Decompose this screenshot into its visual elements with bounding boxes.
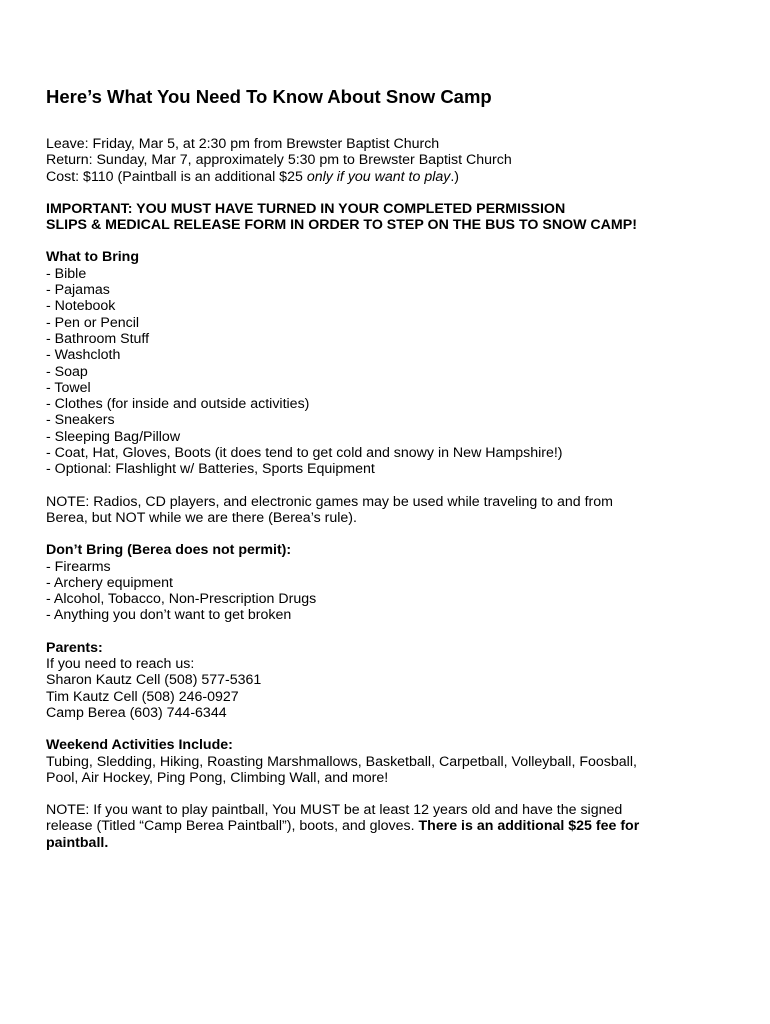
note-paintball-line-2 [46,818,740,834]
return-line: Return: Sunday, Mar 7, approximately 5:30 pm to Brewster Baptist Church [46,152,512,169]
contact-line: Camp Berea (603) 744-6344 [46,704,227,721]
cost-text: Cost: $110 (Paintball is an additional $25 [46,168,307,185]
page-title: Here’s What You Need To Know About Snow Camp [46,86,492,107]
what-to-bring-list [46,266,740,478]
list-item: - Optional: Flashlight w/ Batteries, Sports Equipment [46,461,740,477]
note-paintball-text: release (Titled “Camp Berea Paintball”), boots, and gloves. [46,818,419,835]
list-item: - Firearms [46,559,740,575]
cost-line [46,169,740,185]
note-paintball-line-3: paintball. [46,834,109,851]
list-item: - Coat, Hat, Gloves, Boots (it does tend to get cold and snowy in New Hampshire!) [46,445,740,461]
important-line-1: IMPORTANT: YOU MUST HAVE TURNED IN YOUR COMPLETED PERMISSION [46,200,566,217]
parents-section [46,640,740,721]
cost-suffix: .) [450,168,460,185]
list-item: - Washcloth [46,347,740,363]
what-to-bring-section [46,249,740,477]
dont-bring-heading: Don’t Bring (Berea does not permit): [46,542,292,559]
note-electronics [46,494,740,527]
list-item: - Soap [46,364,740,380]
important-notice [46,201,740,234]
what-to-bring-heading: What to Bring [46,249,139,266]
trip-details [46,136,740,185]
activities-section [46,737,740,786]
list-item: - Notebook [46,298,740,314]
dont-bring-list [46,559,740,624]
list-item: - Sneakers [46,412,740,428]
list-item: - Pajamas [46,282,740,298]
list-item: - Towel [46,380,740,396]
activities-heading: Weekend Activities Include: [46,737,233,754]
cost-emphasis: only if you want to play [306,168,451,185]
list-item: - Sleeping Bag/Pillow [46,429,740,445]
list-item: - Alcohol, Tobacco, Non-Prescription Drugs [46,591,740,607]
note-paintball-line-1: NOTE: If you want to play paintball, You MUST be at least 12 years old and have the signed [46,802,623,819]
list-item: - Archery equipment [46,575,740,591]
leave-line: Leave: Friday, Mar 5, at 2:30 pm from Brewster Baptist Church [46,136,440,152]
parents-intro: If you need to reach us: [46,656,195,673]
note-electronics-line-2: Berea, but NOT while we are there (Berea’s rule). [46,509,357,526]
important-line-2: SLIPS & MEDICAL RELEASE FORM IN ORDER TO STEP ON THE BUS TO SNOW CAMP! [46,217,637,234]
parents-heading: Parents: [46,639,103,656]
activities-line-1: Tubing, Sledding, Hiking, Roasting Marshmallows, Basketball, Carpetball, Volleyball, Foosball, [46,753,637,770]
activities-line-2: Pool, Air Hockey, Ping Pong, Climbing Wall, and more! [46,769,389,786]
contact-line: Tim Kautz Cell (508) 246-0927 [46,688,239,705]
list-item: - Bible [46,266,740,282]
note-paintball [46,802,740,851]
paintball-fee-notice: There is an additional $25 fee for [418,818,640,835]
dont-bring-section [46,542,740,623]
list-item: - Bathroom Stuff [46,331,740,347]
note-electronics-line-1: NOTE: Radios, CD players, and electronic games may be used while traveling to and from [46,493,613,510]
contact-line: Sharon Kautz Cell (508) 577-5361 [46,672,262,689]
list-item: - Anything you don’t want to get broken [46,607,740,623]
list-item: - Clothes (for inside and outside activities) [46,396,740,412]
list-item: - Pen or Pencil [46,315,740,331]
